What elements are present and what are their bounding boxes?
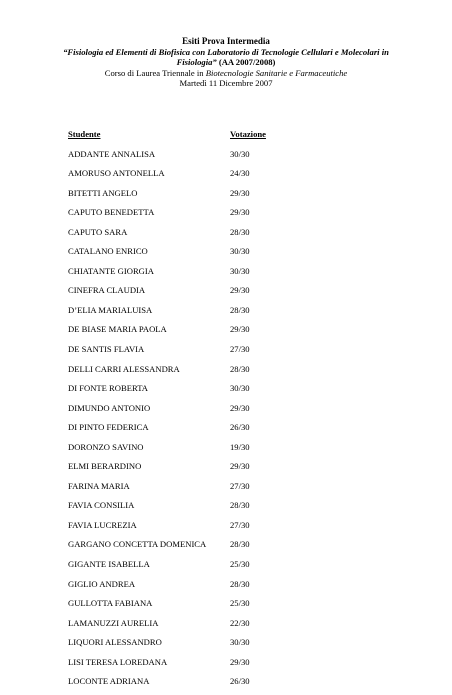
table-row — [68, 656, 388, 676]
student-grade: 26/30 — [230, 422, 250, 433]
student-name: CHIATANTE GIORGIA — [68, 265, 154, 276]
degree-name: Biotecnologie Sanitarie e Farmaceutiche — [205, 67, 348, 78]
student-grade: 27/30 — [230, 519, 250, 530]
student-name: DELLI CARRI ALESSANDRA — [68, 363, 180, 374]
table-row — [68, 636, 388, 656]
student-grade: 28/30 — [230, 363, 250, 374]
student-grade: 30/30 — [230, 246, 250, 257]
table-row — [68, 284, 388, 304]
table-row — [68, 363, 388, 383]
student-name: DIMUNDO ANTONIO — [68, 402, 151, 413]
student-name: ADDANTE ANNALISA — [68, 148, 156, 159]
table-row — [68, 187, 388, 207]
student-grade: 29/30 — [230, 285, 250, 296]
table-row — [68, 148, 388, 168]
student-grade: 28/30 — [230, 539, 250, 550]
student-name: FARINA MARIA — [68, 480, 130, 491]
table-row — [68, 441, 388, 461]
table-body — [68, 148, 388, 695]
student-name: CAPUTO SARA — [68, 226, 128, 237]
student-grade: 25/30 — [230, 559, 250, 570]
student-grade: 30/30 — [230, 637, 250, 648]
table-row — [68, 382, 388, 402]
student-name: LAMANUZZI AURELIA — [68, 617, 159, 628]
student-name: GARGANO CONCETTA DOMENICA — [68, 539, 207, 550]
student-name: D’ELIA MARIALUISA — [68, 304, 153, 315]
table-header-row — [68, 128, 388, 148]
student-grade: 29/30 — [230, 656, 250, 667]
student-grade: 30/30 — [230, 383, 250, 394]
student-grade: 29/30 — [230, 461, 250, 472]
table-row — [68, 578, 388, 598]
table-row — [68, 617, 388, 637]
table-row — [68, 402, 388, 422]
student-name: AMORUSO ANTONELLA — [68, 168, 165, 179]
column-header-grade: Votazione — [230, 129, 266, 139]
exam-date: Martedì 11 Dicembre 2007 — [179, 78, 273, 88]
table-row — [68, 519, 388, 539]
student-grade: 19/30 — [230, 441, 250, 452]
table-row — [68, 558, 388, 578]
table-row — [68, 597, 388, 617]
degree-prefix: Corso di Laurea Triennale in — [104, 67, 206, 78]
student-grade: 29/30 — [230, 324, 250, 335]
table-row — [68, 167, 388, 187]
student-grade: 29/30 — [230, 207, 250, 218]
student-name: DE BIASE MARIA PAOLA — [68, 324, 167, 335]
table-row — [68, 245, 388, 265]
table-row — [68, 206, 388, 226]
degree-course — [60, 68, 392, 79]
student-name: ELMI BERARDINO — [68, 461, 142, 472]
student-name: BITETTI ANGELO — [68, 187, 138, 198]
student-grade: 28/30 — [230, 500, 250, 511]
column-header-student: Studente — [68, 129, 101, 139]
student-grade: 24/30 — [230, 168, 250, 179]
subject-name: “Fisiologia ed Elementi di Biofisica con Laboratorio di Tecnologie Cellulari e Molecolari in Fisiologia” — [63, 46, 389, 67]
document-title: Esiti Prova Intermedia — [182, 36, 270, 46]
student-name: FAVIA CONSILIA — [68, 500, 135, 511]
table-row — [68, 480, 388, 500]
table-row — [68, 226, 388, 246]
student-name: GIGANTE ISABELLA — [68, 559, 150, 570]
student-name: GULLOTTA FABIANA — [68, 598, 153, 609]
academic-year: (AA 2007/2008) — [216, 57, 276, 67]
student-name: CATALANO ENRICO — [68, 246, 148, 257]
document-header — [60, 36, 392, 89]
table-row — [68, 499, 388, 519]
student-grade: 30/30 — [230, 148, 250, 159]
student-grade: 27/30 — [230, 480, 250, 491]
student-name: FAVIA LUCREZIA — [68, 519, 137, 530]
table-row — [68, 304, 388, 324]
student-name: LOCONTE ADRIANA — [68, 676, 150, 687]
student-grade: 29/30 — [230, 187, 250, 198]
student-grade: 25/30 — [230, 598, 250, 609]
student-name: DE SANTIS FLAVIA — [68, 344, 145, 355]
student-name: GIGLIO ANDREA — [68, 578, 136, 589]
student-grade: 28/30 — [230, 304, 250, 315]
student-grade: 28/30 — [230, 226, 250, 237]
table-row — [68, 421, 388, 441]
student-name: CAPUTO BENEDETTA — [68, 207, 155, 218]
student-grade: 30/30 — [230, 265, 250, 276]
student-name: DORONZO SAVINO — [68, 441, 144, 452]
table-row — [68, 343, 388, 363]
table-row — [68, 460, 388, 480]
results-table — [68, 128, 388, 695]
student-grade: 29/30 — [230, 402, 250, 413]
table-row — [68, 323, 388, 343]
table-row — [68, 265, 388, 285]
table-row — [68, 675, 388, 695]
student-grade: 28/30 — [230, 578, 250, 589]
student-grade: 26/30 — [230, 676, 250, 687]
student-name: CINEFRA CLAUDIA — [68, 285, 146, 296]
student-name: DI PINTO FEDERICA — [68, 422, 149, 433]
course-subject — [60, 47, 392, 68]
student-grade: 27/30 — [230, 344, 250, 355]
student-grade: 22/30 — [230, 617, 250, 628]
student-name: DI FONTE ROBERTA — [68, 383, 148, 394]
student-name: LISI TERESA LOREDANA — [68, 656, 168, 667]
student-name: LIQUORI ALESSANDRO — [68, 637, 162, 648]
table-row — [68, 538, 388, 558]
